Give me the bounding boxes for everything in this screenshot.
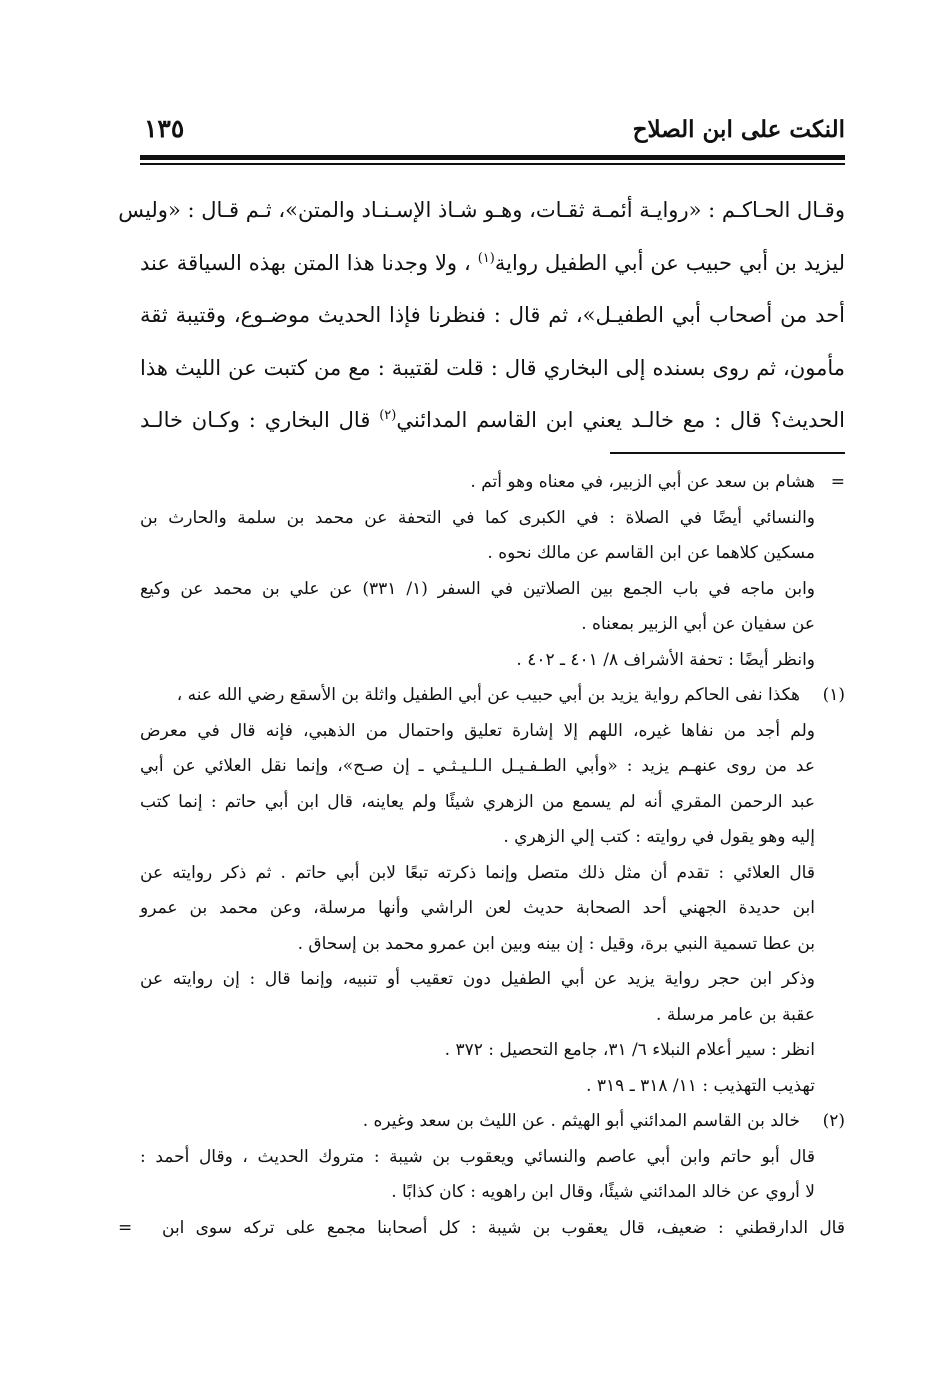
main-line: وقـال الحـاكـم : «روايـة أئمـة ثقـات، وهـو شـاذ الإسـنـاد والمتن»، ثـم قـال : «وليس	[118, 198, 845, 222]
footnote-separator	[610, 452, 845, 454]
footnote-line: والنسائي أيضًا في الصلاة : في الكبرى كما في التحفة عن محمد بن سلمة والحارث بن	[140, 507, 815, 528]
footnote-line: ولم أجد من نفاها غيره، اللهم إلا إشارة تعليق واحتمال من الذهبي، فإنه قال في معرض	[140, 720, 815, 741]
main-text	[118, 184, 845, 447]
footnote-line: وانظر أيضًا : تحفة الأشراف ٨/ ٤٠١ ـ ٤٠٢ .	[516, 649, 815, 670]
page-number: ١٣٥	[144, 114, 185, 143]
footnote-2: (٢) خالد بن القاسم المدائني أبو الهيثم . عن الليث بن سعد وغيره .	[140, 1104, 845, 1140]
footnote-line: عن سفيان عن أبي الزبير بمعناه .	[581, 614, 815, 634]
footnote-number: (٢)	[822, 1111, 845, 1131]
continuation-mark: =	[830, 472, 845, 492]
footnote-line: عد من روى عنهـم يزيد : «وأبي الطـفـيـل الـلـيـثـي ـ إن صـح»، وإنما نقل العلائي عن أبي	[140, 756, 815, 776]
footnote-line: انظر : سير أعلام النبلاء ٦/ ٣١، جامع التحصيل : ٣٧٢ .	[444, 1040, 815, 1060]
footnote-line: وابن ماجه في باب الجمع بين الصلاتين في السفر (١/ ٣٣١) عن علي بن محمد عن وكيع	[140, 578, 815, 599]
footnote-line: = هشام بن سعد عن أبي الزبير، في معناه وهو أتم .	[140, 465, 845, 501]
footnote-line: وذكر ابن حجر رواية يزيد عن أبي الطفيل دون تعقيب أو تنبيه، وإنما قال : إن روايته عن	[140, 969, 815, 989]
header-rule-thick	[140, 155, 845, 160]
footnote-line: قال العلائي : تقدم أن مثل ذلك متصل وإنما ذكرته تبعًا لابن أبي حاتم . ثم ذكر روايته عن	[140, 862, 815, 883]
running-title: النكت على ابن الصلاح	[632, 116, 845, 143]
footnote-line: مسكين كلاهما عن ابن القاسم عن مالك نحوه .	[487, 543, 815, 563]
footnote-line: قال أبو حاتم وابن أبي عاصم والنسائي ويعقوب بن شيبة : متروك الحديث ، وقال أحمد :	[140, 1146, 815, 1167]
main-line-text: الحديث؟ قال : مع خالـد يعني ابن القاسم المدائني	[396, 408, 845, 432]
main-line-text: ليزيد بن أبي حبيب عن أبي الطفيل رواية	[494, 250, 845, 275]
main-line	[140, 237, 845, 290]
footnote-line: بن عطا تسمية النبي برة، وقيل : إن بينه وبين ابن عمرو محمد بن إسحاق .	[297, 933, 815, 954]
footnote-line: عبد الرحمن المقري أنه لم يسمع من الزهري شيئًا ولم يعاينه، قال ابن أبي حاتم : إنما كتب	[140, 791, 815, 812]
footnote-line: تهذيب التهذيب : ١١/ ٣١٨ ـ ٣١٩ .	[586, 1075, 815, 1096]
main-line-text: قال البخاري : وكـان خالـد	[140, 408, 371, 432]
footnote-line: عقبة بن عامر مرسلة .	[656, 1004, 815, 1025]
continuation-mark: =	[118, 1217, 133, 1238]
footnote-line: لا أروي عن خالد المدائني شيئًا، وقال ابن راهويه : كان كذابًا .	[391, 1182, 815, 1202]
footnote-line: إليه وهو يقول في روايته : كتب إلي الزهري .	[503, 827, 815, 847]
main-line-text: ، ولا وجدنا هذا المتن بهذه السياقة عند	[140, 250, 471, 275]
footnote-ref-1[interactable]: (١)	[477, 250, 495, 266]
footnote-line: قال الدارقطني : ضعيف، قال يعقوب بن شيبة : كل أصحابنا مجمع على تركه سوى ابن =	[140, 1211, 845, 1247]
footnote-line: ابن حديدة الجهني أحد الصحابة حديث لعن الراشي وأنها مرسلة، وعن محمد بن عمرو	[140, 898, 815, 918]
footnote-number: (١)	[822, 685, 845, 705]
main-line	[140, 394, 845, 447]
footnote-ref-2[interactable]: (٢)	[379, 408, 397, 423]
page-header	[140, 114, 845, 154]
footnote-1: (١) هكذا نفى الحاكم رواية يزيد بن أبي حبيب عن أبي الطفيل واثلة بن الأسقع رضي الله عنه ،	[140, 678, 845, 714]
main-line: أحد من أصحاب أبي الطفيـل»، ثم قال : فنظرنا فإذا الحديث موضـوع، وقتيبة ثقة	[140, 303, 845, 327]
footnotes	[118, 465, 845, 1246]
header-rule-thin	[140, 163, 845, 165]
main-line: مأمون، ثم روى بسنده إلى البخاري قال : قلت لقتيبة : مع من كتبت عن الليث هذا	[140, 355, 845, 380]
